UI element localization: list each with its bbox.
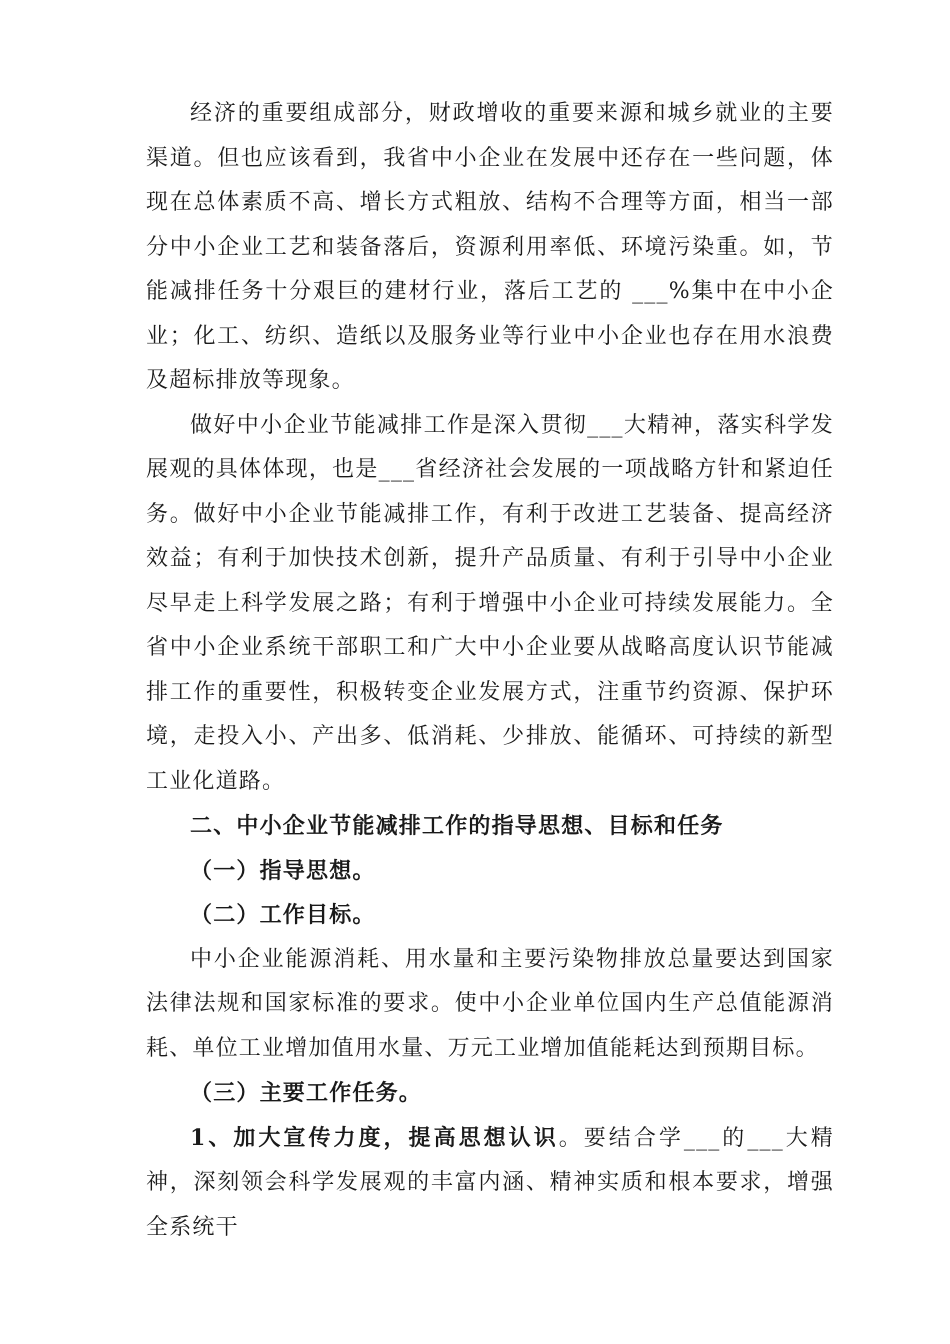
subheading-main-tasks: （三）主要工作任务。 (190, 1080, 423, 1106)
subheading-work-goals: （二）工作目标。 (190, 902, 376, 928)
paragraph-item-1 (146, 1116, 834, 1251)
item-1-body: 。要结合学___的___大精神，深刻领会科学发展观的丰富内涵、精神实质和根本要求，增强全系统干 (146, 1125, 834, 1240)
paragraph-2: 做好中小企业节能减排工作是深入贯彻___大精神，落实科学发展观的具体体现，也是___省经济社会发展的一项战略方针和紧迫任务。做好中小企业节能减排工作，有利于改进工艺装备、提高经济效益；有利于加快技术创新，提升产品质量、有利于引导中小企业尽早走上科学发展之路；有利于增强中小企业可持续发展能力。全省中小企业系统干部职工和广大中小企业要从战略高度认识节能减排工作的重要性，积极转变企业发展方式，注重节约资源、保护环境，走投入小、产出多、低消耗、少排放、能循环、可持续的新型工业化道路。 (146, 412, 834, 794)
section-heading-2: 二、中小企业节能减排工作的指导思想、目标和任务 (190, 813, 724, 839)
subheading-guiding-ideology: （一）指导思想。 (190, 857, 376, 884)
document-page (146, 92, 834, 1250)
paragraph-3: 中小企业能源消耗、用水量和主要污染物排放总量要达到国家法律法规和国家标准的要求。使中小企业单位国内生产总值能源消耗、单位工业增加值用水量、万元工业增加值能耗达到预期目标。 (146, 946, 834, 1061)
item-1-title: 1、加大宣传力度，提高思想认识 (190, 1124, 559, 1151)
paragraph-1: 经济的重要组成部分，财政增收的重要来源和城乡就业的主要渠道。但也应该看到，我省中小企业在发展中还存在一些问题，体现在总体素质不高、增长方式粗放、结构不合理等方面，相当一部分中小企业工艺和装备落后，资源利用率低、环境污染重。如，节能减排任务十分艰巨的建材行业，落后工艺的 ___%集中在中小企业；化工、纺织、造纸以及服务业等行业中小企业也存在用水浪费及超标排放等现象。 (146, 101, 834, 393)
